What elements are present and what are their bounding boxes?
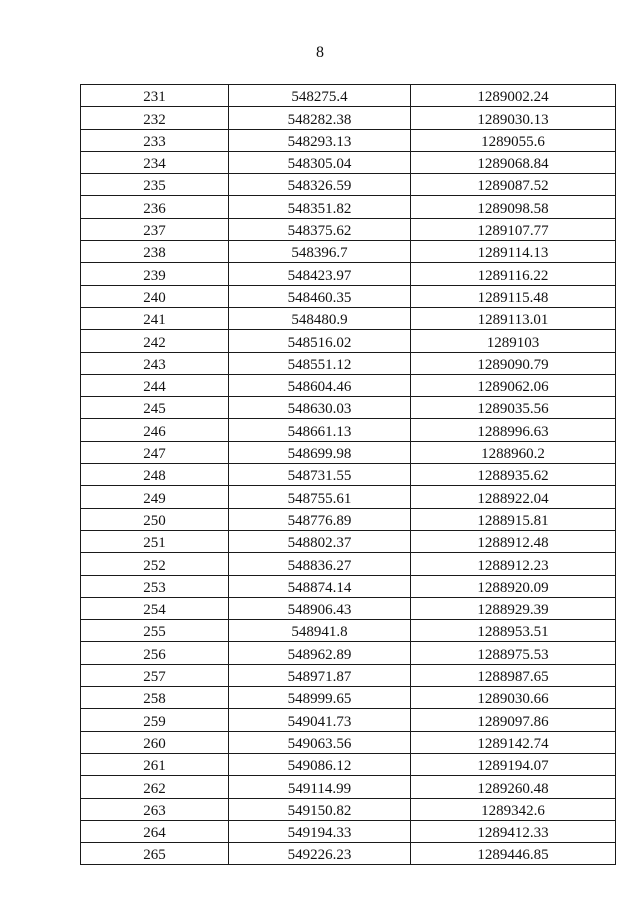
cell-value: 549063.56 bbox=[287, 735, 352, 752]
cell-value: 549150.82 bbox=[287, 802, 352, 819]
x-coordinate-cell bbox=[229, 85, 411, 107]
y-coordinate-cell bbox=[411, 687, 616, 709]
cell-value: 1289068.84 bbox=[477, 156, 549, 173]
cell-value: 1288929.39 bbox=[477, 602, 549, 619]
x-coordinate-cell bbox=[229, 820, 411, 842]
cell-value: 234 bbox=[143, 156, 166, 173]
cell-value: 253 bbox=[143, 579, 166, 596]
cell-value: 256 bbox=[143, 646, 166, 663]
cell-value: 548551.12 bbox=[287, 356, 352, 373]
point-number-cell bbox=[81, 553, 229, 575]
cell-value: 1289116.22 bbox=[477, 267, 549, 284]
cell-value: 265 bbox=[143, 847, 166, 864]
x-coordinate-cell bbox=[229, 218, 411, 240]
table-row bbox=[81, 753, 616, 775]
table-row bbox=[81, 330, 616, 352]
cell-value: 548731.55 bbox=[287, 468, 352, 485]
table-row bbox=[81, 307, 616, 329]
cell-value: 548460.35 bbox=[287, 289, 352, 306]
cell-value: 548375.62 bbox=[287, 223, 352, 240]
cell-value: 548396.7 bbox=[291, 245, 348, 262]
cell-value: 548275.4 bbox=[291, 89, 348, 106]
point-number-cell bbox=[81, 597, 229, 619]
y-coordinate-cell bbox=[411, 776, 616, 798]
cell-value: 255 bbox=[143, 624, 166, 641]
y-coordinate-cell bbox=[411, 731, 616, 753]
cell-value: 548776.89 bbox=[287, 512, 352, 529]
cell-value: 1289062.06 bbox=[477, 379, 549, 396]
cell-value: 548755.61 bbox=[287, 490, 352, 507]
cell-value: 548480.9 bbox=[291, 312, 348, 329]
point-number-cell bbox=[81, 530, 229, 552]
point-number-cell bbox=[81, 241, 229, 263]
table-row bbox=[81, 397, 616, 419]
cell-value: 548351.82 bbox=[287, 200, 352, 217]
table-row bbox=[81, 285, 616, 307]
cell-value: 246 bbox=[143, 423, 166, 440]
cell-value: 548971.87 bbox=[287, 669, 352, 686]
cell-value: 1289090.79 bbox=[477, 356, 549, 373]
y-coordinate-cell bbox=[411, 352, 616, 374]
cell-value: 548962.89 bbox=[287, 646, 352, 663]
page-number: 8 bbox=[316, 44, 324, 61]
cell-value: 258 bbox=[143, 691, 166, 708]
cell-value: 249 bbox=[143, 490, 166, 507]
y-coordinate-cell bbox=[411, 553, 616, 575]
x-coordinate-cell bbox=[229, 129, 411, 151]
point-number-cell bbox=[81, 374, 229, 396]
cell-value: 1288912.48 bbox=[477, 535, 549, 552]
cell-value: 235 bbox=[143, 178, 166, 195]
x-coordinate-cell bbox=[229, 553, 411, 575]
table-row bbox=[81, 687, 616, 709]
x-coordinate-cell bbox=[229, 397, 411, 419]
table-row bbox=[81, 508, 616, 530]
y-coordinate-cell bbox=[411, 263, 616, 285]
point-number-cell bbox=[81, 753, 229, 775]
table-row bbox=[81, 776, 616, 798]
y-coordinate-cell bbox=[411, 753, 616, 775]
point-number-cell bbox=[81, 664, 229, 686]
cell-value: 549041.73 bbox=[287, 713, 352, 730]
cell-value: 548874.14 bbox=[287, 579, 352, 596]
cell-value: 231 bbox=[143, 89, 166, 106]
point-number-cell bbox=[81, 441, 229, 463]
cell-value: 1288987.65 bbox=[477, 669, 549, 686]
table-row bbox=[81, 218, 616, 240]
table-row bbox=[81, 709, 616, 731]
x-coordinate-cell bbox=[229, 307, 411, 329]
y-coordinate-cell bbox=[411, 218, 616, 240]
cell-value: 548282.38 bbox=[287, 111, 352, 128]
cell-value: 1289030.66 bbox=[477, 691, 549, 708]
x-coordinate-cell bbox=[229, 464, 411, 486]
table-row bbox=[81, 241, 616, 263]
point-number-cell bbox=[81, 709, 229, 731]
cell-value: 262 bbox=[143, 780, 166, 797]
table-row bbox=[81, 731, 616, 753]
point-number-cell bbox=[81, 174, 229, 196]
cell-value: 548661.13 bbox=[287, 423, 352, 440]
y-coordinate-cell bbox=[411, 620, 616, 642]
y-coordinate-cell bbox=[411, 664, 616, 686]
cell-value: 238 bbox=[143, 245, 166, 262]
cell-value: 241 bbox=[143, 312, 166, 329]
point-number-cell bbox=[81, 464, 229, 486]
cell-value: 1289030.13 bbox=[477, 111, 549, 128]
x-coordinate-cell bbox=[229, 575, 411, 597]
cell-value: 1289113.01 bbox=[477, 312, 549, 329]
cell-value: 1289342.6 bbox=[481, 802, 545, 819]
point-number-cell bbox=[81, 263, 229, 285]
point-number-cell bbox=[81, 397, 229, 419]
x-coordinate-cell bbox=[229, 687, 411, 709]
cell-value: 263 bbox=[143, 802, 166, 819]
point-number-cell bbox=[81, 196, 229, 218]
table-row bbox=[81, 419, 616, 441]
table-row bbox=[81, 441, 616, 463]
cell-value: 548999.65 bbox=[287, 691, 352, 708]
table-row bbox=[81, 664, 616, 686]
point-number-cell bbox=[81, 85, 229, 107]
cell-value: 1289260.48 bbox=[477, 780, 549, 797]
cell-value: 240 bbox=[143, 289, 166, 306]
cell-value: 1288915.81 bbox=[477, 512, 549, 529]
cell-value: 548516.02 bbox=[287, 334, 352, 351]
table-row bbox=[81, 486, 616, 508]
y-coordinate-cell bbox=[411, 241, 616, 263]
x-coordinate-cell bbox=[229, 263, 411, 285]
y-coordinate-cell bbox=[411, 374, 616, 396]
cell-value: 1288912.23 bbox=[477, 557, 549, 574]
cell-value: 251 bbox=[143, 535, 166, 552]
cell-value: 232 bbox=[143, 111, 166, 128]
cell-value: 1288960.2 bbox=[481, 446, 545, 463]
y-coordinate-cell bbox=[411, 307, 616, 329]
table-row bbox=[81, 263, 616, 285]
cell-value: 1289103 bbox=[486, 334, 540, 351]
table-row bbox=[81, 196, 616, 218]
coordinates-table bbox=[80, 84, 616, 865]
point-number-cell bbox=[81, 129, 229, 151]
cell-value: 1289142.74 bbox=[477, 735, 549, 752]
cell-value: 1289107.77 bbox=[477, 223, 549, 240]
x-coordinate-cell bbox=[229, 776, 411, 798]
y-coordinate-cell bbox=[411, 820, 616, 842]
x-coordinate-cell bbox=[229, 441, 411, 463]
point-number-cell bbox=[81, 307, 229, 329]
coordinates-table-body bbox=[81, 85, 616, 865]
cell-value: 548293.13 bbox=[287, 133, 352, 150]
table-row bbox=[81, 843, 616, 865]
table-row bbox=[81, 575, 616, 597]
y-coordinate-cell bbox=[411, 174, 616, 196]
point-number-cell bbox=[81, 486, 229, 508]
cell-value: 1288920.09 bbox=[477, 579, 549, 596]
cell-value: 260 bbox=[143, 735, 166, 752]
point-number-cell bbox=[81, 642, 229, 664]
table-row bbox=[81, 553, 616, 575]
cell-value: 257 bbox=[143, 669, 166, 686]
x-coordinate-cell bbox=[229, 664, 411, 686]
point-number-cell bbox=[81, 687, 229, 709]
cell-value: 233 bbox=[143, 133, 166, 150]
x-coordinate-cell bbox=[229, 107, 411, 129]
y-coordinate-cell bbox=[411, 397, 616, 419]
x-coordinate-cell bbox=[229, 597, 411, 619]
cell-value: 247 bbox=[143, 446, 166, 463]
x-coordinate-cell bbox=[229, 241, 411, 263]
table-row bbox=[81, 151, 616, 173]
cell-value: 248 bbox=[143, 468, 166, 485]
point-number-cell bbox=[81, 731, 229, 753]
cell-value: 261 bbox=[143, 758, 166, 775]
y-coordinate-cell bbox=[411, 642, 616, 664]
cell-value: 548630.03 bbox=[287, 401, 352, 418]
table-row bbox=[81, 85, 616, 107]
x-coordinate-cell bbox=[229, 731, 411, 753]
x-coordinate-cell bbox=[229, 798, 411, 820]
table-row bbox=[81, 374, 616, 396]
cell-value: 1289087.52 bbox=[477, 178, 549, 195]
y-coordinate-cell bbox=[411, 464, 616, 486]
point-number-cell bbox=[81, 776, 229, 798]
point-number-cell bbox=[81, 107, 229, 129]
point-number-cell bbox=[81, 820, 229, 842]
cell-value: 252 bbox=[143, 557, 166, 574]
y-coordinate-cell bbox=[411, 107, 616, 129]
cell-value: 548326.59 bbox=[287, 178, 352, 195]
y-coordinate-cell bbox=[411, 575, 616, 597]
cell-value: 549194.33 bbox=[287, 825, 352, 842]
table-row bbox=[81, 820, 616, 842]
cell-value: 1289098.58 bbox=[477, 200, 549, 217]
table-row bbox=[81, 597, 616, 619]
x-coordinate-cell bbox=[229, 843, 411, 865]
cell-value: 264 bbox=[143, 825, 166, 842]
cell-value: 1288953.51 bbox=[477, 624, 549, 641]
x-coordinate-cell bbox=[229, 642, 411, 664]
x-coordinate-cell bbox=[229, 486, 411, 508]
table-row bbox=[81, 174, 616, 196]
table-row bbox=[81, 464, 616, 486]
cell-value: 548836.27 bbox=[287, 557, 352, 574]
y-coordinate-cell bbox=[411, 129, 616, 151]
y-coordinate-cell bbox=[411, 151, 616, 173]
y-coordinate-cell bbox=[411, 530, 616, 552]
cell-value: 1289115.48 bbox=[477, 289, 549, 306]
y-coordinate-cell bbox=[411, 441, 616, 463]
cell-value: 242 bbox=[143, 334, 166, 351]
x-coordinate-cell bbox=[229, 174, 411, 196]
x-coordinate-cell bbox=[229, 419, 411, 441]
table-row bbox=[81, 530, 616, 552]
cell-value: 243 bbox=[143, 356, 166, 373]
cell-value: 548941.8 bbox=[291, 624, 348, 641]
cell-value: 1289412.33 bbox=[477, 825, 549, 842]
point-number-cell bbox=[81, 575, 229, 597]
point-number-cell bbox=[81, 218, 229, 240]
cell-value: 1288935.62 bbox=[477, 468, 549, 485]
y-coordinate-cell bbox=[411, 196, 616, 218]
y-coordinate-cell bbox=[411, 419, 616, 441]
cell-value: 254 bbox=[143, 602, 166, 619]
x-coordinate-cell bbox=[229, 530, 411, 552]
cell-value: 1289194.07 bbox=[477, 758, 549, 775]
x-coordinate-cell bbox=[229, 374, 411, 396]
point-number-cell bbox=[81, 330, 229, 352]
y-coordinate-cell bbox=[411, 597, 616, 619]
y-coordinate-cell bbox=[411, 508, 616, 530]
table-row bbox=[81, 352, 616, 374]
x-coordinate-cell bbox=[229, 352, 411, 374]
cell-value: 259 bbox=[143, 713, 166, 730]
point-number-cell bbox=[81, 352, 229, 374]
cell-value: 239 bbox=[143, 267, 166, 284]
y-coordinate-cell bbox=[411, 330, 616, 352]
table-row bbox=[81, 798, 616, 820]
x-coordinate-cell bbox=[229, 508, 411, 530]
table-row bbox=[81, 107, 616, 129]
cell-value: 548423.97 bbox=[287, 267, 352, 284]
x-coordinate-cell bbox=[229, 330, 411, 352]
cell-value: 236 bbox=[143, 200, 166, 217]
cell-value: 1288922.04 bbox=[477, 490, 549, 507]
cell-value: 549114.99 bbox=[287, 780, 352, 797]
x-coordinate-cell bbox=[229, 196, 411, 218]
point-number-cell bbox=[81, 798, 229, 820]
cell-value: 1289097.86 bbox=[477, 713, 549, 730]
y-coordinate-cell bbox=[411, 85, 616, 107]
cell-value: 1288975.53 bbox=[477, 646, 549, 663]
x-coordinate-cell bbox=[229, 753, 411, 775]
cell-value: 548802.37 bbox=[287, 535, 352, 552]
point-number-cell bbox=[81, 843, 229, 865]
cell-value: 244 bbox=[143, 379, 166, 396]
cell-value: 245 bbox=[143, 401, 166, 418]
cell-value: 1289446.85 bbox=[477, 847, 549, 864]
cell-value: 1289055.6 bbox=[481, 133, 545, 150]
point-number-cell bbox=[81, 285, 229, 307]
y-coordinate-cell bbox=[411, 843, 616, 865]
cell-value: 548699.98 bbox=[287, 446, 352, 463]
point-number-cell bbox=[81, 151, 229, 173]
point-number-cell bbox=[81, 508, 229, 530]
table-row bbox=[81, 642, 616, 664]
point-number-cell bbox=[81, 620, 229, 642]
y-coordinate-cell bbox=[411, 798, 616, 820]
y-coordinate-cell bbox=[411, 486, 616, 508]
y-coordinate-cell bbox=[411, 285, 616, 307]
point-number-cell bbox=[81, 419, 229, 441]
x-coordinate-cell bbox=[229, 620, 411, 642]
cell-value: 250 bbox=[143, 512, 166, 529]
cell-value: 1289035.56 bbox=[477, 401, 549, 418]
table-row bbox=[81, 620, 616, 642]
cell-value: 1289114.13 bbox=[477, 245, 549, 262]
x-coordinate-cell bbox=[229, 709, 411, 731]
cell-value: 549226.23 bbox=[287, 847, 352, 864]
cell-value: 548604.46 bbox=[287, 379, 352, 396]
cell-value: 549086.12 bbox=[287, 758, 352, 775]
cell-value: 1289002.24 bbox=[477, 89, 549, 106]
cell-value: 548906.43 bbox=[287, 602, 352, 619]
cell-value: 1288996.63 bbox=[477, 423, 549, 440]
cell-value: 237 bbox=[143, 223, 166, 240]
cell-value: 548305.04 bbox=[287, 156, 352, 173]
x-coordinate-cell bbox=[229, 151, 411, 173]
table-row bbox=[81, 129, 616, 151]
x-coordinate-cell bbox=[229, 285, 411, 307]
y-coordinate-cell bbox=[411, 709, 616, 731]
